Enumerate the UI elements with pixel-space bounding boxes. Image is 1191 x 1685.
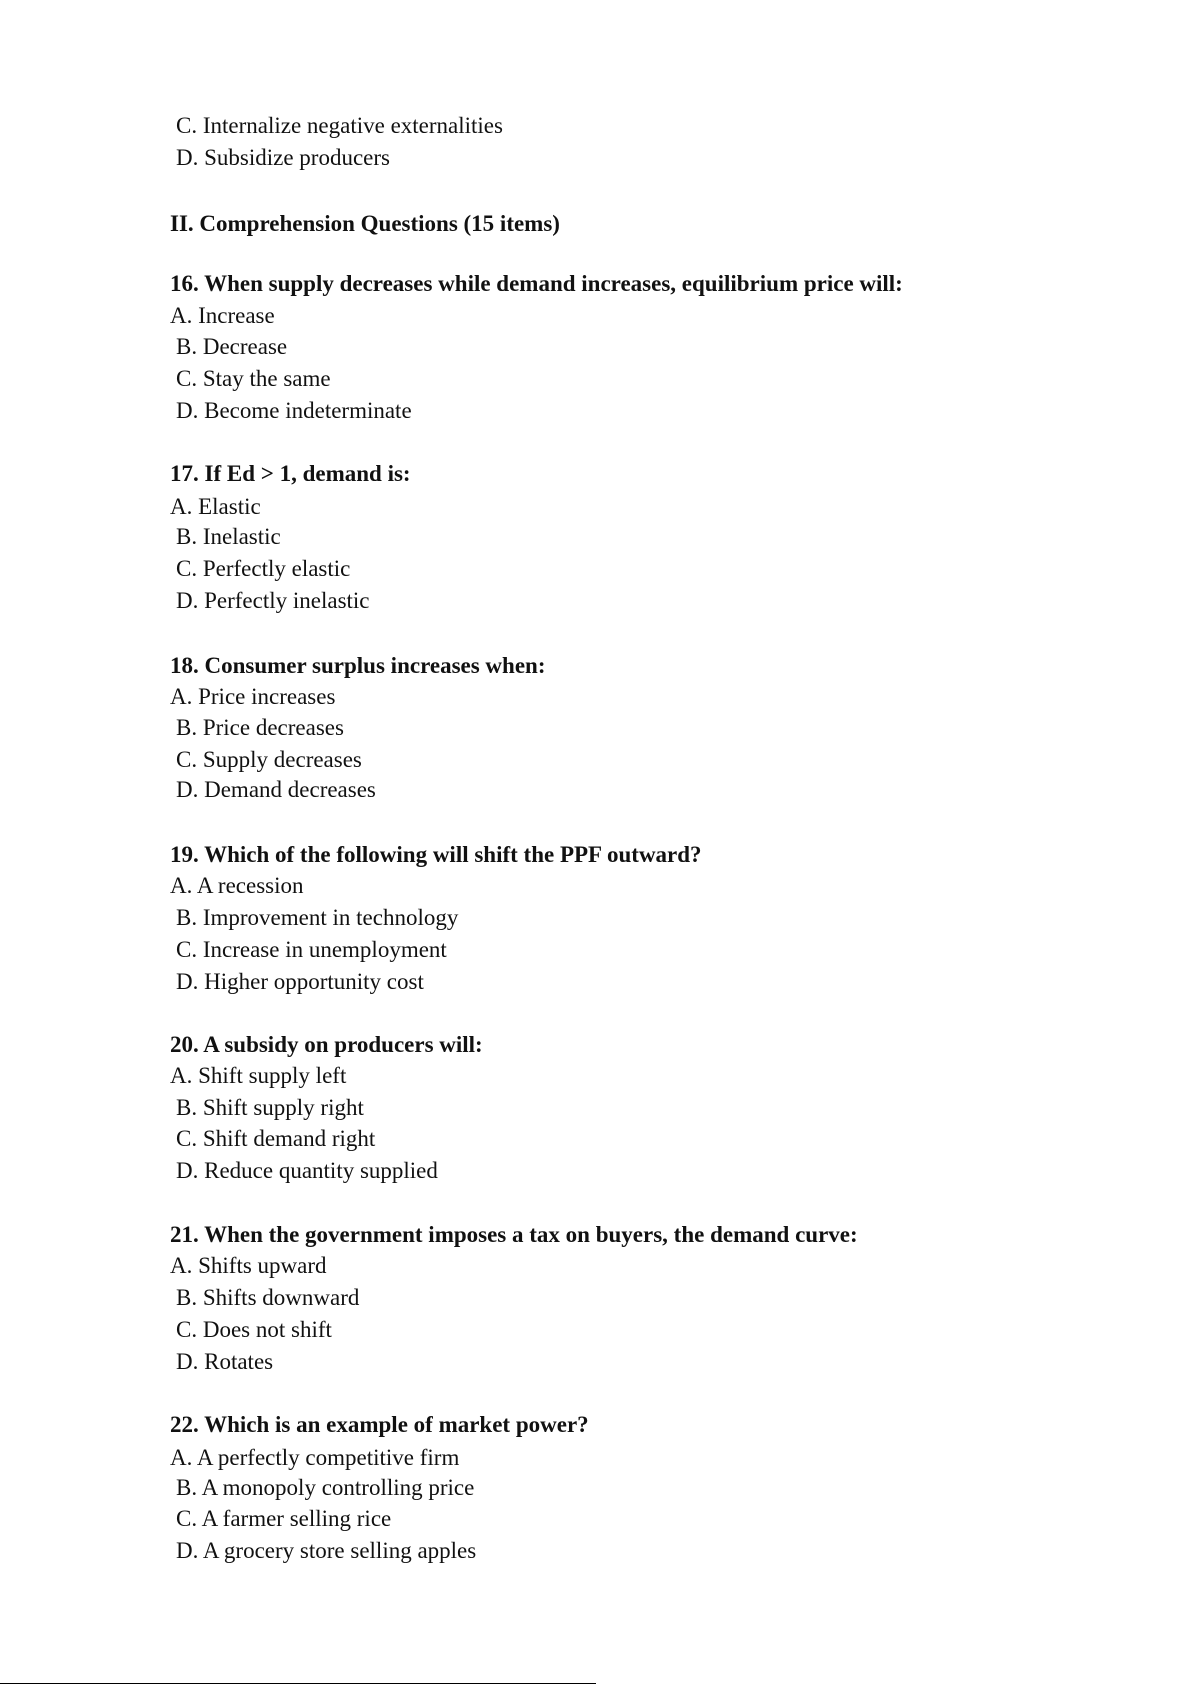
question-19-option-b: B. Improvement in technology: [176, 905, 459, 930]
section-heading: II. Comprehension Questions (15 items): [170, 211, 560, 236]
question-17-option-d: D. Perfectly inelastic: [176, 588, 370, 613]
question-18-option-d: D. Demand decreases: [176, 777, 376, 802]
question-18-option-c: C. Supply decreases: [176, 747, 362, 772]
question-18-option-a: A. Price increases: [170, 684, 336, 709]
question-19-text: 19. Which of the following will shift the PPF outward?: [170, 842, 702, 867]
question-19-option-c: C. Increase in unemployment: [176, 937, 447, 962]
question-16-option-b: B. Decrease: [176, 334, 288, 359]
question-20-option-a: A. Shift supply left: [170, 1063, 347, 1088]
carryover-option-d: D. Subsidize producers: [176, 145, 390, 170]
question-20-option-b: B. Shift supply right: [176, 1095, 364, 1120]
question-16-option-a: A. Increase: [170, 303, 275, 328]
question-21-option-c: C. Does not shift: [176, 1317, 332, 1342]
question-17-text: 17. If Ed > 1, demand is:: [170, 461, 411, 486]
question-20-option-d: D. Reduce quantity supplied: [176, 1158, 438, 1183]
question-19-option-a: A. A recession: [170, 873, 304, 898]
question-17-option-b: B. Inelastic: [176, 524, 281, 549]
question-20-option-c: C. Shift demand right: [176, 1126, 376, 1151]
question-22-option-d: D. A grocery store selling apples: [176, 1538, 477, 1563]
question-22-option-b: B. A monopoly controlling price: [176, 1475, 475, 1500]
question-16-option-d: D. Become indeterminate: [176, 398, 412, 423]
question-21-option-b: B. Shifts downward: [176, 1285, 360, 1310]
footer-rule: [0, 1683, 596, 1684]
question-17-option-c: C. Perfectly elastic: [176, 556, 351, 581]
question-21-text: 21. When the government imposes a tax on buyers, the demand curve:: [170, 1222, 858, 1247]
question-22-option-c: C. A farmer selling rice: [176, 1506, 392, 1531]
question-18-text: 18. Consumer surplus increases when:: [170, 653, 546, 678]
carryover-option-c: C. Internalize negative externalities: [176, 113, 503, 138]
question-20-text: 20. A subsidy on producers will:: [170, 1032, 483, 1057]
question-22-option-a: A. A perfectly competitive firm: [170, 1445, 460, 1470]
question-18-option-b: B. Price decreases: [176, 715, 344, 740]
question-21-option-a: A. Shifts upward: [170, 1253, 327, 1278]
question-16-option-c: C. Stay the same: [176, 366, 331, 391]
question-17-option-a: A. Elastic: [170, 494, 261, 519]
question-22-text: 22. Which is an example of market power?: [170, 1412, 589, 1437]
question-19-option-d: D. Higher opportunity cost: [176, 969, 424, 994]
question-16-text: 16. When supply decreases while demand increases, equilibrium price will:: [170, 271, 903, 296]
question-21-option-d: D. Rotates: [176, 1349, 274, 1374]
